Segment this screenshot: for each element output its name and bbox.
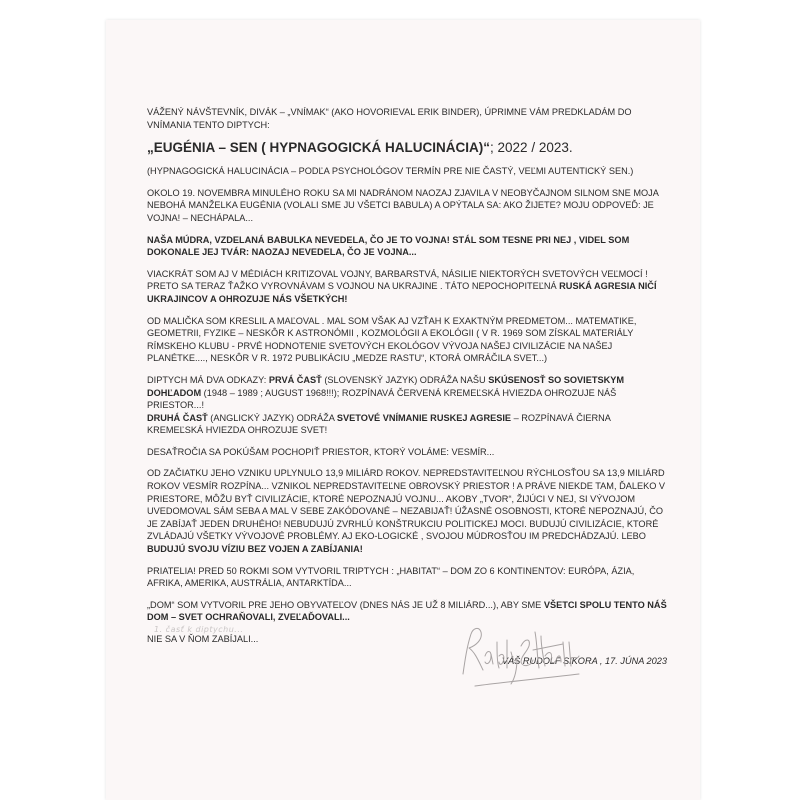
paragraph-closing: NIE SA V ŇOM ZABÍJALI... [147, 634, 259, 644]
text-segment-bold: SKÚSENOSŤ SO SOVIETSKYM DOHĽADOM [147, 374, 625, 398]
title-main: „EUGÉNIA – SEN ( HYPNAGOGICKÁ HALUCINÁCIA)“ [147, 140, 491, 156]
paragraph-dom [147, 599, 667, 624]
text-segment-bold: SVETOVÉ VNÍMANIE RUSKEJ AGRESIE [336, 412, 512, 423]
text-segment-bold: PRVÁ ČASŤ [268, 374, 322, 385]
paragraph-childhood: OD MALIČKA SOM KRESLIL A MAĽOVAL . MAL SOM VŠAK AJ VZŤAH K EXAKTNÝM PREDMETOM... MATEMATIKE, GEOMETRII, FYZIKE – NESKÔR K ASTRONÓMII , KOZMOLÓGII A EKOLÓGII ( V R. 1969 SOM ZÍSKAL MATERIÁLY RÍMSKEHO KLUBU - PRVÉ HODNOTENIE SVETOVÝCH EKOLÓGOV VÝVOJA NAŠEJ CIVILIZÁCIE NA NAŠEJ PLANÉTKE...., NESKÔR V R. 1972 PUBLIKÁCIU „MEDZE RASTU“, KTORÁ OMRÁČILA SVET...) [147, 315, 637, 364]
text-segment-bold: VŠETCI SPOLU TENTO NÁŠ DOM – SVET OCHRAŇOVALI, ZVEĽAĎOVALI... [147, 599, 667, 623]
artwork-title [147, 140, 667, 156]
title-years: ; 2022 / 2023. [490, 140, 573, 156]
paragraph-diptych [147, 374, 667, 437]
paragraph-dream: OKOLO 19. NOVEMBRA MINULÉHO ROKU SA MI NADRÁNOM NAOZAJ ZJAVILA V NEOBYČAJNOM SILNOM SNE MOJA NEBOHÁ MANŽELKA EUGÉNIA (VOLALI SME JU VŠETCI BABULA) A OPÝTALA SA: AKO ŽIJETE? MOJU ODPOVEĎ: JE VOJNA! – NECHÁPALA... [147, 187, 659, 223]
text-segment: (1948 – 1989 ; AUGUST 1968!!!); ROZPÍNAVÁ ČERVENÁ KREMEĽSKÁ HVIEZDA OHROZUJE NÁŠ PRIESTOR...! [147, 387, 617, 411]
signature-line: VÁŠ RUDOLF SIKORA , 17. JÚNA 2023 [501, 655, 667, 666]
handwritten-signature [455, 612, 585, 692]
text-segment: (SLOVENSKÝ JAZYK) ODRÁŽA NAŠU [321, 374, 489, 385]
paragraph-war-criticism [147, 268, 667, 306]
intro-paragraph: VÁŽENÝ NÁVŠTEVNÍK, DIVÁK – „VNÍMAK“ (AKO HOVORIEVAL ERIK BINDER), ÚPRIMNE VÁM PREDKLADÁM DO VNÍMANIA TENTO DIPTYCH: [147, 107, 632, 130]
letter-body [147, 106, 667, 676]
paragraph-habitat: PRIATELIA! PRED 50 ROKMI SOM VYTVORIL TRIPTYCH : „HABITAT“ – DOM ZO 6 KONTINENTOV: EURÓPA, ÁZIA, AFRIKA, AMERIKA, AUSTRÁLIA, ANTARKTÍDA... [147, 565, 635, 589]
text-segment: VIACKRÁT SOM AJ V MÉDIÁCH KRITIZOVAL VOJNY, BARBARSTVÁ, NÁSILIE NIEKTORÝCH SVETOVÝCH VEĽMOCÍ ! PRETO SA TERAZ ŤAŽKO VYROVNÁVAM S VOJNOU NA UKRAJINE . TÁTO NEPOCHOPITEĽNÁ [147, 268, 648, 292]
text-segment: OD ZAČIATKU JEHO VZNIKU UPLYNULO 13,9 MILIÁRD ROKOV. NEPREDSTAVITEĽNOU RÝCHLOSŤOU SA 13,9 MILIÁRD ROKOV VESMÍR ROZPÍNA... VZNIKOL NEPREDSTAVITEĽNE OBROVSKÝ PRIESTOR ! A PRÁVE NIEKDE TAM, ĎALEKO V PRIESTORE, MÔŽU BYŤ CIVILIZÁCIE, KTORÉ NEPOZNAJÚ VOJNU... AKOBY „TVOR“, ŽIJÚCI V NEJ, SI VÝVOJOM UVEDOMOVAL SÁM SEBA A MAL V SEBE ZAKÓDOVANÉ – NEZABIJAŤ! ÚŽASNÉ OSOBNOSTI, KTORÉ NEPOZNAJÚ, ČO JE ZABÍJAŤ JEDEN DRUHÉHO! NEBUDUJÚ ZVRHLÚ KONŠTRUKCIU POLITICKEJ MOCI. BUDUJÚ CIVILIZÁCIE, KTORÉ ZVLÁDAJÚ VŠETKY VÝVOJOVÉ PROBLÉMY. AJ EKO-LOGICKÉ , SVOJOU MÚDROSŤOU IM PREDCHÁDZAJÚ. LEBO [147, 468, 666, 542]
title-subtitle: (HYPNAGOGICKÁ HALUCINÁCIA – PODĽA PSYCHOLÓGOV TERMÍN PRE NIE ČASTÝ, VEĽMI AUTENTICKÝ SEN.) [147, 166, 634, 177]
pencil-note: 1. časť k diptychu... [154, 625, 244, 634]
text-segment-bold: RUSKÁ AGRESIA NIČÍ UKRAJINCOV A OHROZUJE NÁS VŠETKÝCH! [147, 281, 657, 304]
paragraph-universe [147, 467, 667, 555]
text-segment: – ROZPÍNAVÁ ČIERNA KREMEĽSKÁ HVIEZDA OHROZUJE SVET! [147, 412, 611, 436]
text-segment: DIPTYCH MÁ DVA ODKAZY: [147, 374, 269, 385]
text-segment: (ANGLICKÝ JAZYK) ODRÁŽA [207, 412, 337, 423]
paragraph-space: DESAŤROČIA SA POKÚŠAM POCHOPIŤ PRIESTOR, KTORÝ VOLÁME: VESMÍR... [147, 446, 495, 457]
paragraph-babulka: NAŠA MÚDRA, VZDELANÁ BABULKA NEVEDELA, ČO JE TO VOJNA! STÁL SOM TESNE PRI NEJ , VIDEL SOM DOKONALE JEJ TVÁR: NAOZAJ NEVEDELA, ČO JE VOJNA... [147, 234, 630, 258]
text-segment: „DOM“ SOM VYTVORIL PRE JEHO OBYVATEĽOV (DNES NÁS JE UŽ 8 MILIÁRD...), ABY SME [147, 599, 544, 610]
text-segment-bold: BUDUJÚ SVOJU VÍZIU BEZ VOJEN A ZABÍJANIA! [147, 544, 363, 555]
text-segment-bold: DRUHÁ ČASŤ [147, 412, 208, 423]
